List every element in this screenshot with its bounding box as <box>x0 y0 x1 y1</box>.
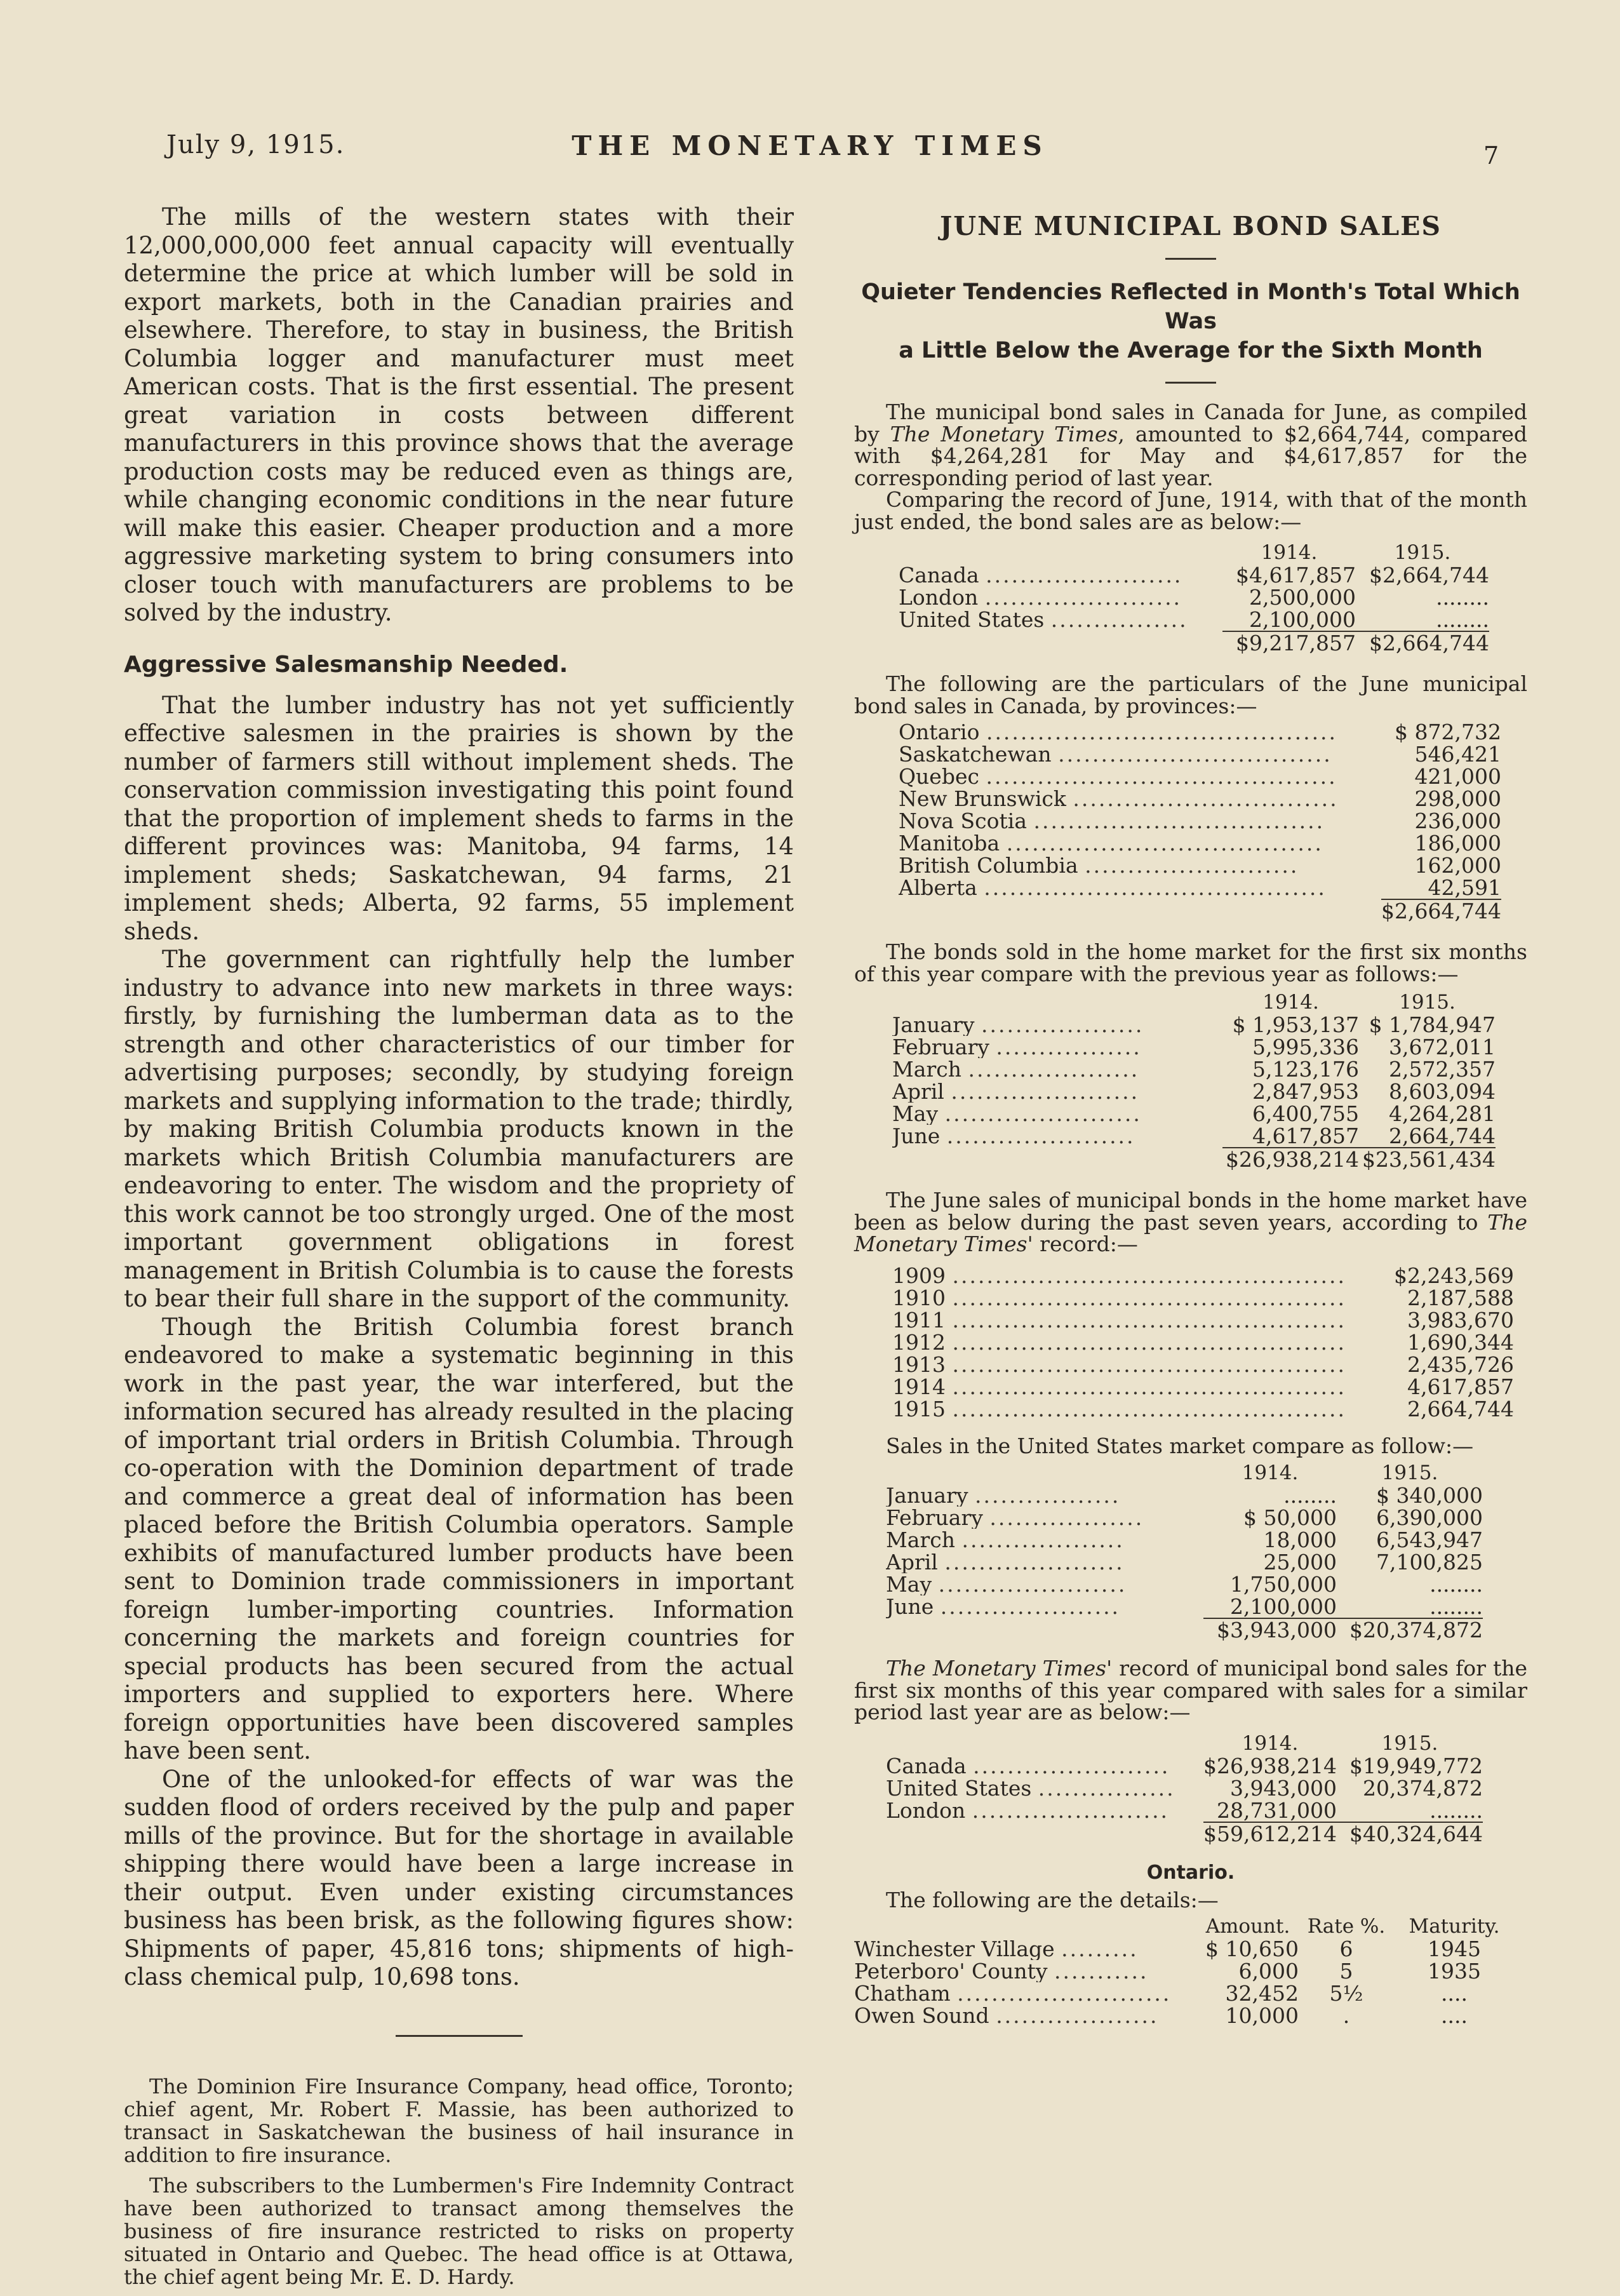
table-row: Owen Sound ................... 10,000 . .... <box>854 2004 1515 2027</box>
table-row: Alberta ........................................ 42,591 <box>899 875 1501 900</box>
cell-value: 4,264,281 <box>1389 1101 1496 1126</box>
province-table <box>899 721 1501 922</box>
table-row: 1915 .............................................. 2,664,744 <box>892 1396 1514 1421</box>
cell-value: 3,943,000 <box>1230 1775 1337 1801</box>
total-row <box>886 1618 1483 1641</box>
table-row: January ................. ........ $ 340,000 <box>886 1483 1483 1508</box>
table-row: Canada ....................... $26,938,214 $19,949,772 <box>886 1753 1483 1778</box>
cell-value: $4,617,857 <box>1236 563 1356 587</box>
cell-value: 186,000 <box>1414 831 1501 856</box>
col-head-1914: 1914. <box>1242 1461 1299 1484</box>
row-label: 1911 <box>892 1308 946 1331</box>
col-head-maturity: Maturity. <box>1409 1914 1500 1938</box>
table-row: February .................. $ 50,000 6,390,000 <box>886 1505 1483 1530</box>
cell-value: 2,187,588 <box>1407 1285 1514 1310</box>
table-row: April ..................... 25,000 7,100,825 <box>886 1550 1483 1574</box>
table-row: 1912 .............................................. 1,690,344 <box>892 1329 1514 1355</box>
row-label: April <box>892 1080 944 1103</box>
cell-value: 421,000 <box>1414 764 1501 789</box>
left-column <box>124 203 794 2296</box>
cell-value: 3,983,670 <box>1407 1307 1514 1333</box>
lumber-paragraph-1: The mills of the western states with their 12,000,000,000 feet annual capacity will eventually determine the price at which lumber will be sold in export markets, both in the Canadian prairies and elsewhere. Therefore, to stay in business, the British Columbia logger and manufacturer must meet American costs. That is the first essential. The present great variation in costs between different manufacturers in this province shows that the average production costs may be reduced even as things are, while changing economic conditions in the near future will make this easier. Cheaper production and a more aggressive marketing system to bring consumers into closer touch with manufacturers are problems to be solved by the industry. <box>124 203 794 626</box>
cell-value: 3,672,011 <box>1389 1035 1496 1059</box>
table-row: 1914 .............................................. 4,617,857 <box>892 1374 1514 1399</box>
col-head-1914: 1914. <box>1262 991 1319 1014</box>
row-label: 1910 <box>892 1286 946 1309</box>
table-row: Saskatchewan ................................ 546,421 <box>899 742 1501 767</box>
article-subtitle-line-1: Quieter Tendencies Reflected in Month's Total Which Was <box>861 279 1520 334</box>
intro-paragraph <box>854 401 1527 489</box>
lumber-paragraph-2: That the lumber industry has not yet sufficiently effective salesmen in the prairies is shown by the number of farmers still without implement sheds. The conservation commission investigating this point found that the proportion of implement sheds to farms in the different provinces was: Manitoba, 94 farms, 14 implement sheds; Saskatchewan, 94 farms, 21 implement sheds; Alberta, 92 farms, 55 implement sheds. <box>124 691 794 945</box>
cell-value: $ 340,000 <box>1376 1483 1483 1508</box>
row-label: Nova Scotia <box>899 810 1027 832</box>
table-row: April ...................... 2,847,953 8,603,094 <box>892 1079 1496 1104</box>
us-market-intro: Sales in the United States market compare as follow:— <box>886 1433 1474 1458</box>
row-label: Canada <box>899 564 979 586</box>
cell-value: 5,123,176 <box>1252 1057 1359 1082</box>
province-intro: The following are the particulars of the June municipal bond sales in Canada, by provinces:— <box>854 671 1527 718</box>
total-value: $3,943,000 <box>1203 1618 1337 1641</box>
total-row <box>886 1822 1483 1845</box>
col-head-1914: 1914. <box>1261 541 1318 564</box>
col-head-1915: 1915. <box>1399 991 1456 1014</box>
table-row: Peterboro' County ........... 6,000 5 1935 <box>854 1960 1515 1982</box>
col-head-amount: Amount. <box>1205 1914 1290 1938</box>
publication-title: THE MONETARY TIMES <box>572 130 1048 161</box>
col-head-1915: 1915. <box>1381 1461 1438 1484</box>
col-head-rate: Rate %. <box>1307 1914 1386 1938</box>
table-row: United States ................ 2,100,000 ........ <box>899 607 1489 632</box>
cell-value: 6,400,755 <box>1252 1101 1359 1126</box>
cell-value: 18,000 <box>1263 1527 1337 1552</box>
cell-value: ........ <box>1436 607 1489 632</box>
ontario-heading: Ontario. <box>1146 1861 1235 1884</box>
table-row: March .................... 5,123,176 2,572,357 <box>892 1057 1496 1082</box>
seven-years-intro <box>854 1190 1527 1256</box>
table-row: Nova Scotia .................................. 236,000 <box>899 809 1501 833</box>
table-row: 1909 .............................................. $2,243,569 <box>892 1263 1514 1288</box>
cell-value: 42,591 <box>1428 875 1501 900</box>
table-row: Canada ....................... $4,617,857 $2,664,744 <box>899 563 1489 587</box>
row-label: 1913 <box>892 1353 946 1376</box>
row-label: April <box>886 1551 938 1573</box>
row-label: United States <box>899 608 1045 631</box>
row-label: March <box>892 1058 961 1080</box>
cell-value: 546,421 <box>1414 742 1501 767</box>
home-market-table <box>892 991 1496 1171</box>
article-title: JUNE MUNICIPAL BOND SALES <box>939 211 1442 241</box>
cell-value: 298,000 <box>1414 786 1501 811</box>
cell-value: 1,690,344 <box>1407 1329 1514 1355</box>
cell-maturity: .... <box>1441 1980 1468 2006</box>
cell-value: 236,000 <box>1414 809 1501 833</box>
table-row: May ...................... 1,750,000 ........ <box>886 1572 1483 1597</box>
cell-value: 4,617,857 <box>1407 1374 1514 1399</box>
seven-publication: The Monetary Times <box>854 1209 1527 1256</box>
cell-amount: 6,000 <box>1238 1958 1299 1984</box>
row-label: June <box>886 1595 934 1618</box>
cell-value: 8,603,094 <box>1389 1079 1496 1104</box>
cell-value: $2,243,569 <box>1394 1263 1514 1288</box>
table-row: May ....................... 6,400,755 4,264,281 <box>892 1101 1496 1126</box>
total-row <box>899 899 1501 922</box>
table-header-row <box>854 1916 1515 1938</box>
ontario-details-table <box>854 1916 1515 2027</box>
table-row: Chatham ......................... 32,452 5½ .... <box>854 1982 1515 2004</box>
cell-value: 1,750,000 <box>1230 1572 1337 1597</box>
table-row: London ....................... 28,731,000 ........ <box>886 1797 1483 1823</box>
row-label: March <box>886 1529 955 1551</box>
us-market-table <box>886 1462 1483 1641</box>
article-subtitle-line-2: a Little Below the Average for the Sixth Month <box>899 338 1483 363</box>
table-row: British Columbia ......................... 162,000 <box>899 853 1501 878</box>
page-header <box>0 130 1620 168</box>
cell-value: 2,572,357 <box>1389 1057 1496 1082</box>
table-row: March ................... 18,000 6,543,947 <box>886 1527 1483 1552</box>
table-row: New Brunswick ............................... 298,000 <box>899 786 1501 811</box>
cell-rate: 6 <box>1339 1936 1353 1961</box>
table-row: United States ................ 3,943,000 20,374,872 <box>886 1775 1483 1801</box>
lumber-paragraph-3: The government can rightfully help the lumber industry to advance into new markets in three ways: firstly, by furnishing the lumberman data as to the strength and other characteristics of our timber for advertising purposes; secondly, by studying foreign markets and supplying information to the trade; thirdly, by making British Columbia products known in the markets which British Columbia manufacturers are endeavoring to enter. The wisdom and the propriety of this work cannot be too strongly urged. One of the most important government obligations in forest management in British Columbia is to cause the forests to bear their full share in the support of the community. <box>124 946 794 1312</box>
row-label: Winchester Village <box>854 1937 1055 1960</box>
cell-value: 6,543,947 <box>1376 1527 1483 1552</box>
table-row: Winchester Village ......... $ 10,650 6 1945 <box>854 1938 1515 1960</box>
table-row: Quebec ......................................... 421,000 <box>899 764 1501 789</box>
right-column <box>854 203 1527 2027</box>
row-label: May <box>886 1573 932 1595</box>
cell-value: $ 1,953,137 <box>1232 1012 1359 1037</box>
row-label: British Columbia <box>899 854 1078 876</box>
table-header-row <box>892 991 1496 1014</box>
cell-value: 2,435,726 <box>1407 1352 1514 1377</box>
row-label: June <box>892 1125 941 1148</box>
row-label: May <box>892 1103 939 1125</box>
total-value: $23,561,434 <box>1359 1148 1496 1171</box>
cell-value: $ 1,784,947 <box>1369 1012 1496 1037</box>
cell-value: 2,664,744 <box>1389 1124 1496 1148</box>
cell-value: 25,000 <box>1263 1550 1337 1574</box>
row-label: Owen Sound <box>854 2004 989 2027</box>
total-value: $59,612,214 <box>1203 1821 1337 1846</box>
subtitle-divider <box>1165 382 1216 384</box>
table-row: June ...................... 4,617,857 2,664,744 <box>892 1124 1496 1148</box>
intro-text-a: The municipal bond sales in Canada for June, as compiled by <box>854 399 1527 446</box>
row-label: Saskatchewan <box>899 743 1052 765</box>
cell-value: ........ <box>1429 1594 1483 1619</box>
table-row: Ontario ......................................... $ 872,732 <box>899 720 1501 744</box>
table-header-row <box>886 1462 1483 1484</box>
seven-years-table <box>892 1265 1514 1420</box>
total-value: $2,664,744 <box>1381 899 1501 923</box>
insurance-notice-1: The Dominion Fire Insurance Company, head office, Toronto; chief agent, Mr. Robert F. Massie, has been authorized to transact in Saskatchewan the business of hail insurance in addition to fire insurance. <box>124 2074 794 2167</box>
june-comparison-table <box>899 542 1489 654</box>
row-label: London <box>899 586 979 608</box>
row-label: Peterboro' County <box>854 1959 1048 1982</box>
cell-amount: 10,000 <box>1225 2003 1299 2028</box>
row-label: 1909 <box>892 1264 946 1287</box>
cell-rate: . <box>1342 2003 1350 2028</box>
cell-maturity: 1945 <box>1428 1936 1481 1961</box>
cell-value: 5,995,336 <box>1252 1035 1359 1059</box>
total-value: $9,217,857 <box>1222 631 1356 654</box>
compare-intro: Comparing the record of June, 1914, with that of the month just ended, the bond sales are as below:— <box>854 487 1527 534</box>
cell-value: ........ <box>1429 1572 1483 1597</box>
cell-value: 20,374,872 <box>1363 1775 1483 1801</box>
row-label: Manitoba <box>899 832 1000 854</box>
home-market-intro: The bonds sold in the home market for the first six months of this year compare with the previous year as follows:— <box>854 939 1527 986</box>
row-label: 1914 <box>892 1375 946 1398</box>
intro-publication: The Monetary Times <box>890 421 1118 446</box>
seven-text-a: The June sales of municipal bonds in the home market have been as below during the past seven years, according to <box>854 1188 1527 1235</box>
table-row: 1913 .............................................. 2,435,726 <box>892 1352 1514 1377</box>
cell-amount: 32,452 <box>1225 1980 1299 2006</box>
cell-value: $19,949,772 <box>1349 1753 1483 1778</box>
cell-value: $26,938,214 <box>1203 1753 1337 1778</box>
cell-value: ........ <box>1429 1797 1483 1823</box>
cell-value: $2,664,744 <box>1369 563 1489 587</box>
cell-value: $ 872,732 <box>1395 720 1501 744</box>
cell-value: 2,664,744 <box>1407 1396 1514 1421</box>
six-text: ' record of municipal bond sales for the first six months of this year compared with sales for a similar period last year are as below:— <box>854 1656 1527 1724</box>
row-label: 1912 <box>892 1331 946 1353</box>
table-row: January ................... $ 1,953,137 $ 1,784,947 <box>892 1012 1496 1037</box>
table-header-row <box>899 542 1489 564</box>
table-row: Manitoba ..................................... 186,000 <box>899 831 1501 856</box>
row-label: Ontario <box>899 721 980 743</box>
total-value: $20,374,872 <box>1337 1618 1483 1641</box>
seven-text-b: ' record:— <box>1027 1232 1138 1256</box>
intro-text-b: , amounted to $2,664,744, compared with $4,264,281 for May and $4,617,857 for the corresponding period of last year. <box>854 421 1528 490</box>
row-label: 1915 <box>892 1397 946 1420</box>
cell-value: 2,500,000 <box>1249 585 1356 610</box>
cell-value: 7,100,825 <box>1376 1550 1483 1574</box>
insurance-notice-2: The subscribers to the Lumbermen's Fire Indemnity Contract have been authorized to transact among themselves the business of fire insurance restricted to risks on property situated in Ontario and Quebec. The head office is at Ottawa, the chief agent being Mr. E. D. Hardy. <box>124 2173 794 2289</box>
cell-rate: 5 <box>1339 1958 1353 1984</box>
row-label: February <box>886 1507 983 1529</box>
total-row <box>892 1148 1496 1171</box>
row-label: New Brunswick <box>899 788 1066 810</box>
cell-value: 2,847,953 <box>1252 1079 1359 1104</box>
row-label: Quebec <box>899 765 979 788</box>
cell-value: ........ <box>1283 1483 1337 1508</box>
row-label: January <box>892 1014 975 1036</box>
table-row: February ................. 5,995,336 3,672,011 <box>892 1035 1496 1059</box>
total-value: $2,664,744 <box>1356 631 1489 654</box>
lumber-paragraph-5: One of the unlooked-for effects of war was the sudden flood of orders received by the pulp and paper mills of the province. But for the shortage in available shipping there would have been a large increase in their output. Even under existing circumstances business has been brisk, as the following figures show: Shipments of paper, 45,816 tons; shipments of high-class chemical pulp, 10,698 tons. <box>124 1765 794 1991</box>
cell-value: 28,731,000 <box>1217 1797 1337 1823</box>
six-months-table <box>886 1733 1483 1845</box>
table-row: 1910 .............................................. 2,187,588 <box>892 1285 1514 1310</box>
col-head-1914: 1914. <box>1242 1731 1299 1755</box>
table-row: 1911 .............................................. 3,983,670 <box>892 1307 1514 1333</box>
row-label: Chatham <box>854 1982 951 2004</box>
table-row: London ....................... 2,500,000 ........ <box>899 585 1489 610</box>
lumber-paragraph-4: Though the British Columbia forest branch endeavored to make a systematic beginning in this work in the past year, the war interfered, but the information secured has already resulted in the placing of important trial orders in British Columbia. Through co-operation with the Dominion department of trade and commerce a great deal of information has been placed before the British Columbia operators. Sample exhibits of manufactured lumber products have been sent to Dominion trade commissioners in important foreign lumber-importing countries. Information concerning the markets and foreign countries for special products has been secured from the actual importers and supplied to exporters here. Where foreign opportunities have been discovered samples have been sent. <box>124 1313 794 1764</box>
cell-value: 162,000 <box>1414 853 1501 878</box>
cell-value: 2,100,000 <box>1249 607 1356 632</box>
row-label: United States <box>886 1776 1032 1799</box>
issue-date: July 9, 1915. <box>166 130 345 159</box>
table-row: June ..................... 2,100,000 ........ <box>886 1594 1483 1619</box>
total-row <box>899 631 1489 654</box>
cell-value: 4,617,857 <box>1252 1124 1359 1148</box>
section-heading-salesmanship: Aggressive Salesmanship Needed. <box>124 651 568 678</box>
title-divider <box>1165 258 1216 260</box>
cell-maturity: .... <box>1441 2003 1468 2028</box>
cell-value: $ 50,000 <box>1243 1505 1337 1530</box>
cell-maturity: 1935 <box>1428 1958 1481 1984</box>
details-intro: The following are the details:— <box>886 1887 1219 1912</box>
row-label: January <box>886 1484 968 1507</box>
section-divider <box>396 2035 523 2037</box>
row-label: Alberta <box>899 876 977 899</box>
cell-rate: 5½ <box>1329 1980 1363 2006</box>
col-head-1915: 1915. <box>1381 1731 1438 1755</box>
row-label: February <box>892 1036 989 1058</box>
six-publication: The Monetary Times <box>886 1656 1107 1681</box>
cell-value: 6,390,000 <box>1376 1505 1483 1530</box>
six-months-intro <box>854 1658 1527 1724</box>
total-value: $26,938,214 <box>1222 1148 1359 1171</box>
cell-value: ........ <box>1436 585 1489 610</box>
row-label: London <box>886 1799 966 1822</box>
row-label: Canada <box>886 1754 967 1777</box>
page-number: 7 <box>1483 142 1499 170</box>
table-header-row <box>886 1733 1483 1755</box>
total-value: $40,324,644 <box>1337 1822 1483 1845</box>
col-head-1915: 1915. <box>1394 541 1451 564</box>
cell-value: 2,100,000 <box>1230 1594 1337 1619</box>
cell-amount: $ 10,650 <box>1205 1936 1299 1961</box>
